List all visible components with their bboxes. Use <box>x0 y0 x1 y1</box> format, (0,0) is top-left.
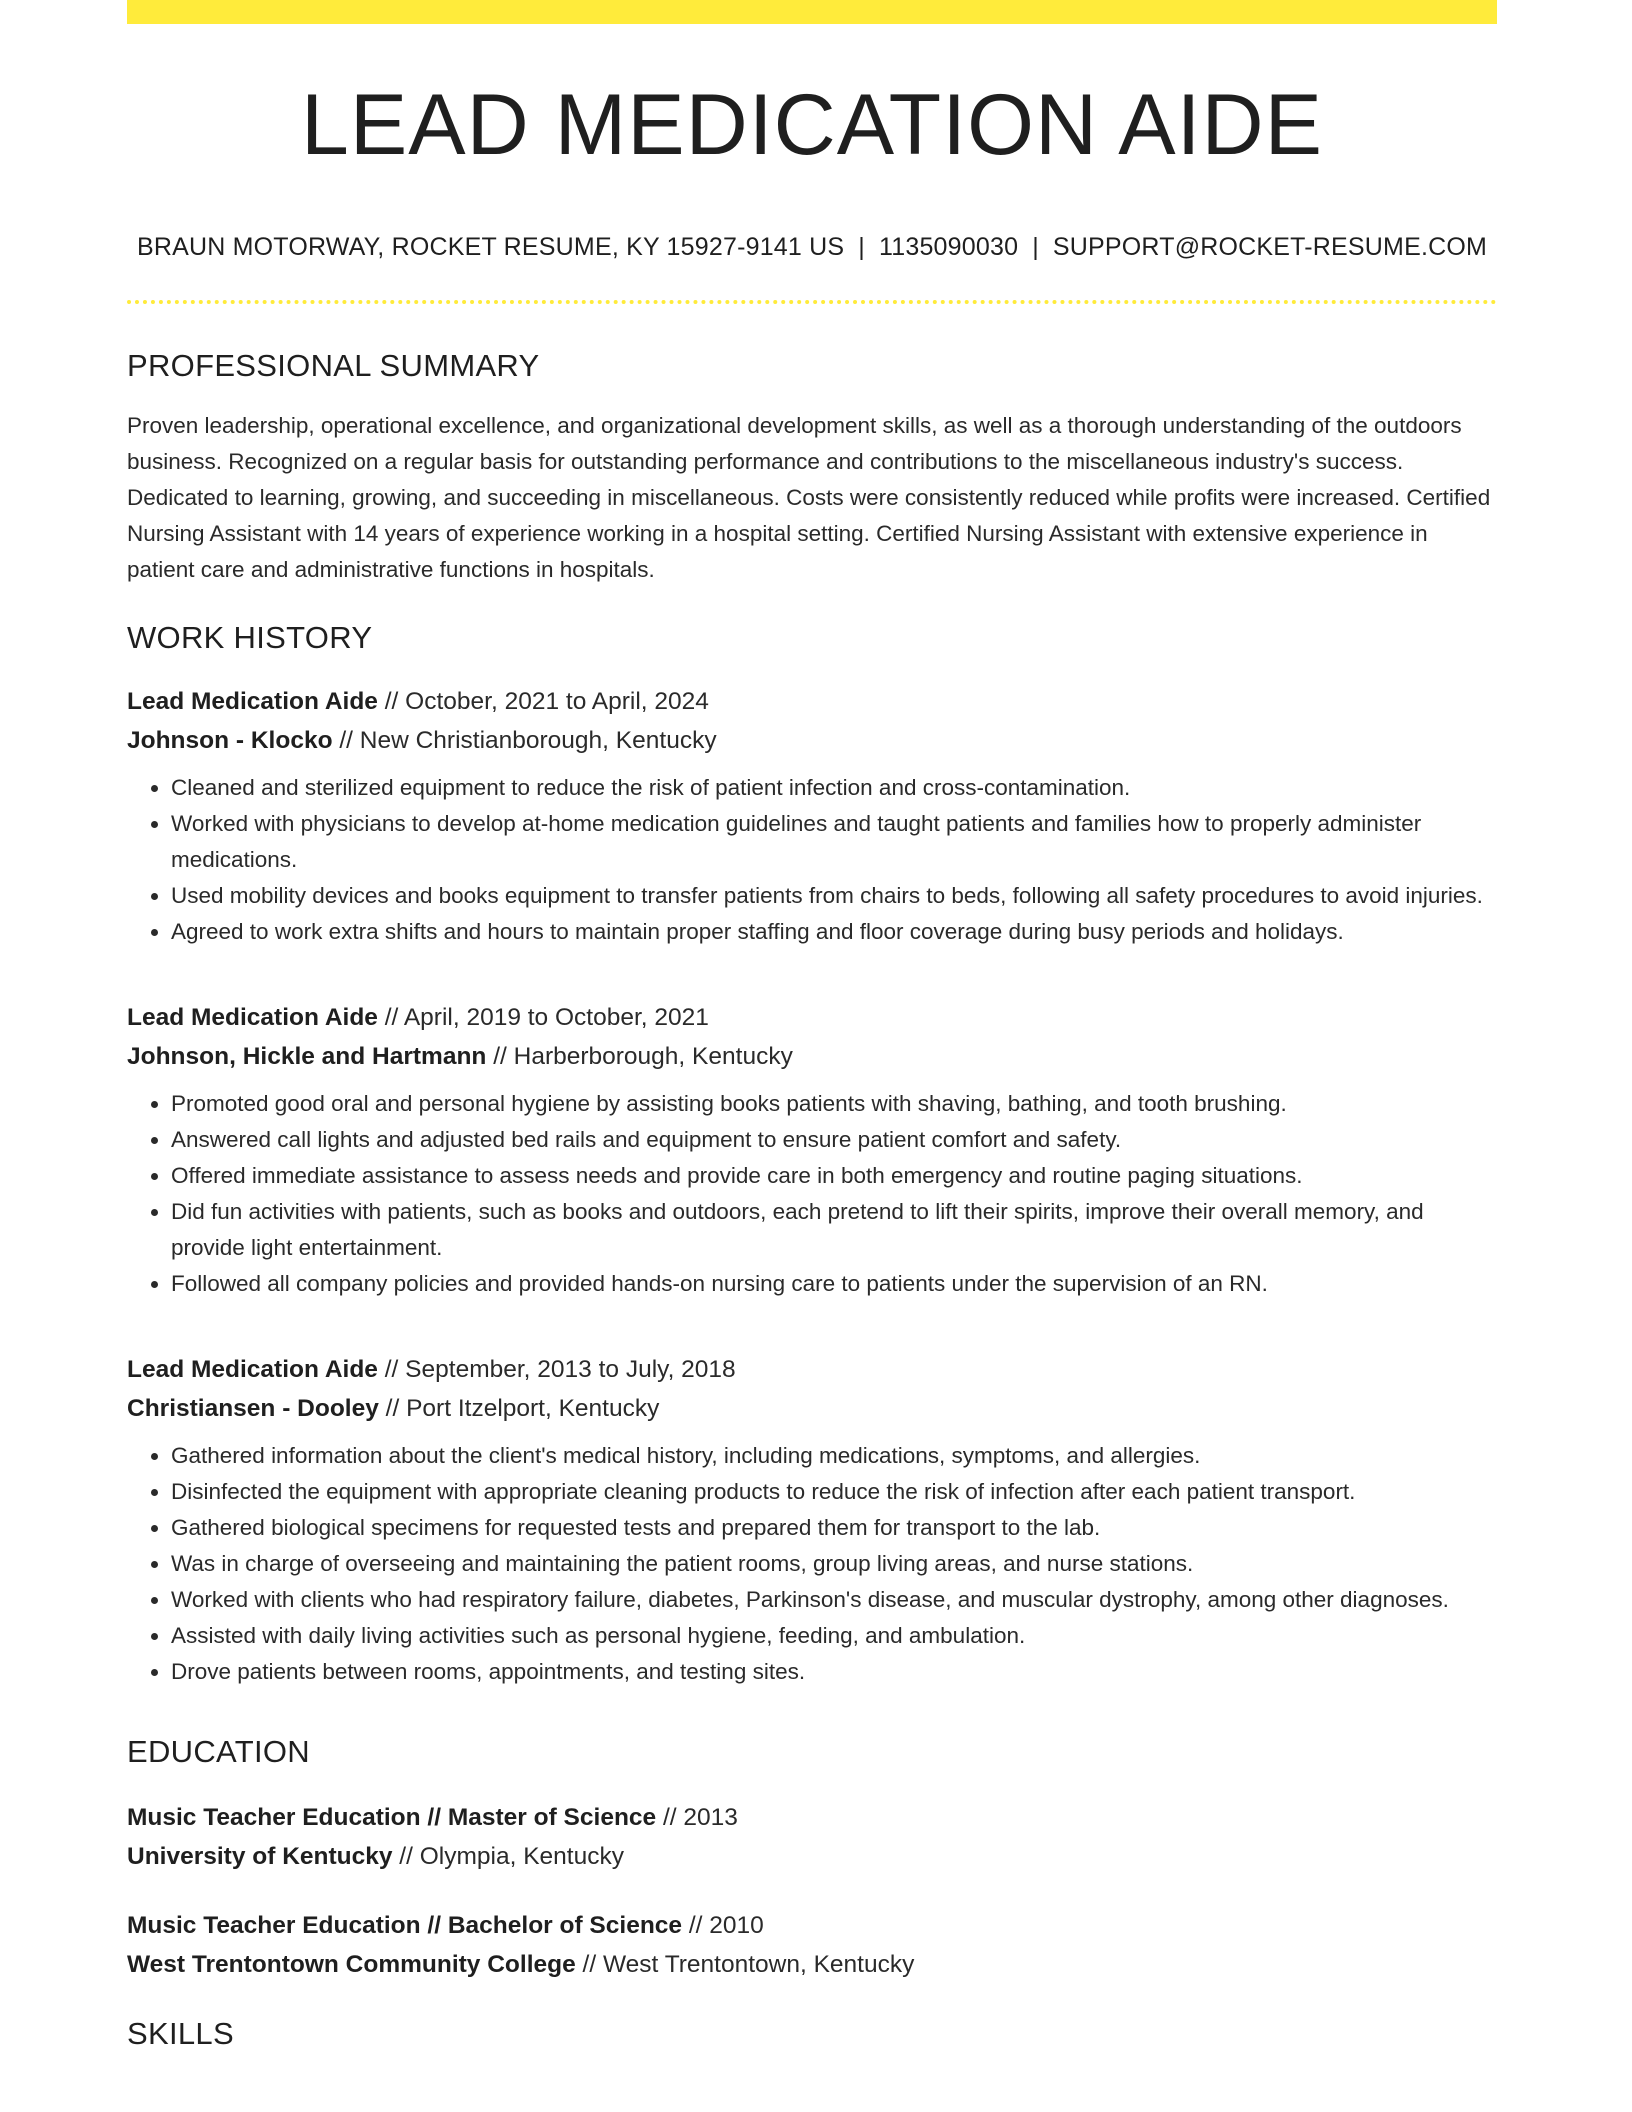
education-list <box>127 1798 1497 1984</box>
education-year: // 2013 <box>656 1803 738 1831</box>
job-dates: // April, 2019 to October, 2021 <box>377 1003 709 1031</box>
skills-heading: SKILLS <box>127 2015 234 2051</box>
job-company: Johnson - Klocko <box>127 726 333 754</box>
resume-title: LEAD MEDICATION AIDE <box>301 77 1323 173</box>
job-bullet-list <box>127 1438 1497 1690</box>
education-school: University of Kentucky <box>127 1842 393 1870</box>
job-entry <box>127 682 1497 950</box>
contact-line <box>127 233 1497 262</box>
job-bullet: • Worked with clients who had respiratory failure, diabetes, Parkinson's disease, and muscular dystrophy, among other diagnoses. <box>171 1582 1497 1618</box>
education-school-line <box>127 1837 1497 1876</box>
education-year: // 2010 <box>682 1911 764 1939</box>
job-bullet: • Drove patients between rooms, appointments, and testing sites. <box>171 1654 1497 1690</box>
job-bullet-list <box>127 1086 1497 1302</box>
job-title: Lead Medication Aide <box>127 687 378 715</box>
job-bullet: • Offered immediate assistance to assess needs and provide care in both emergency and routine paging situations. <box>171 1158 1497 1194</box>
job-title: Lead Medication Aide <box>127 1355 378 1383</box>
education-degree-line <box>127 1798 1497 1837</box>
contact-email: SUPPORT@ROCKET-RESUME.COM <box>1052 232 1488 261</box>
summary-heading: PROFESSIONAL SUMMARY <box>127 347 540 383</box>
job-company-line <box>127 1037 1497 1076</box>
header-divider <box>127 300 1497 304</box>
job-bullet: • Disinfected the equipment with appropriate cleaning products to reduce the risk of infection after each patient transport. <box>171 1474 1497 1510</box>
job-bullet: • Followed all company policies and provided hands-on nursing care to patients under the supervision of an RN. <box>171 1266 1497 1302</box>
job-location: // Harberborough, Kentucky <box>486 1042 793 1070</box>
job-bullet-list <box>127 770 1497 950</box>
job-bullet: • Was in charge of overseeing and maintaining the patient rooms, group living areas, and nurse stations. <box>171 1546 1497 1582</box>
education-degree-line <box>127 1906 1497 1945</box>
job-company-line <box>127 1389 1497 1428</box>
job-bullet: • Used mobility devices and books equipment to transfer patients from chairs to beds, following all safety procedures to avoid injuries. <box>171 878 1497 914</box>
education-heading: EDUCATION <box>127 1733 310 1769</box>
work-history-heading: WORK HISTORY <box>127 619 373 655</box>
job-bullet: • Gathered biological specimens for requested tests and prepared them for transport to the lab. <box>171 1510 1497 1546</box>
education-location: // West Trentontown, Kentucky <box>575 1950 915 1978</box>
education-entry <box>127 1798 1497 1876</box>
contact-separator: | <box>1032 232 1039 261</box>
education-degree: Music Teacher Education // Bachelor of Science <box>127 1911 683 1939</box>
job-title: Lead Medication Aide <box>127 1003 378 1031</box>
education-location: // Olympia, Kentucky <box>392 1842 624 1870</box>
contact-address: BRAUN MOTORWAY, ROCKET RESUME, KY 15927-9141 US <box>136 232 845 261</box>
job-entry <box>127 998 1497 1302</box>
summary-text: Proven leadership, operational excellence, and organizational development skills, as well as a thorough understanding of the outdoors business. Recognized on a regular basis for outstanding performance and contributions to the miscellaneous industry's success. Dedicated to learning, growing, and succeeding in miscellaneous. Costs were consistently reduced while profits were increased. Certified Nursing Assistant with 14 years of experience working in a hospital setting. Certified Nursing Assistant with extensive experience in patient care and administrative functions in hospitals. <box>127 412 1491 582</box>
education-degree: Music Teacher Education // Master of Science <box>127 1803 657 1831</box>
job-role-line <box>127 998 1497 1037</box>
job-dates: // September, 2013 to July, 2018 <box>377 1355 736 1383</box>
job-bullet: • Worked with physicians to develop at-home medication guidelines and taught patients and families how to properly administer medications. <box>171 806 1497 878</box>
job-bullet: • Promoted good oral and personal hygiene by assisting books patients with shaving, bathing, and tooth brushing. <box>171 1086 1497 1122</box>
job-location: // Port Itzelport, Kentucky <box>378 1394 660 1422</box>
job-company-line <box>127 721 1497 760</box>
job-company: Johnson, Hickle and Hartmann <box>127 1042 487 1070</box>
education-entry <box>127 1906 1497 1984</box>
job-bullet: • Gathered information about the client's medical history, including medications, symptoms, and allergies. <box>171 1438 1497 1474</box>
job-role-line <box>127 1350 1497 1389</box>
education-school: West Trentontown Community College <box>127 1950 576 1978</box>
job-bullet: • Assisted with daily living activities such as personal hygiene, feeding, and ambulation. <box>171 1618 1497 1654</box>
work-history-list <box>127 682 1497 1690</box>
job-role-line <box>127 682 1497 721</box>
education-school-line <box>127 1945 1497 1984</box>
job-bullet: • Agreed to work extra shifts and hours to maintain proper staffing and floor coverage during busy periods and holidays. <box>171 914 1497 950</box>
job-bullet: • Cleaned and sterilized equipment to reduce the risk of patient infection and cross-contamination. <box>171 770 1497 806</box>
resume-content <box>127 0 1497 2052</box>
job-entry <box>127 1350 1497 1690</box>
contact-separator: | <box>858 232 865 261</box>
job-company: Christiansen - Dooley <box>127 1394 379 1422</box>
job-dates: // October, 2021 to April, 2024 <box>377 687 709 715</box>
contact-phone: 1135090030 <box>879 232 1019 261</box>
job-bullet: • Did fun activities with patients, such as books and outdoors, each pretend to lift their spirits, improve their overall memory, and provide light entertainment. <box>171 1194 1497 1266</box>
job-bullet: • Answered call lights and adjusted bed rails and equipment to ensure patient comfort and safety. <box>171 1122 1497 1158</box>
job-location: // New Christianborough, Kentucky <box>332 726 717 754</box>
top-accent-bar <box>127 0 1497 24</box>
